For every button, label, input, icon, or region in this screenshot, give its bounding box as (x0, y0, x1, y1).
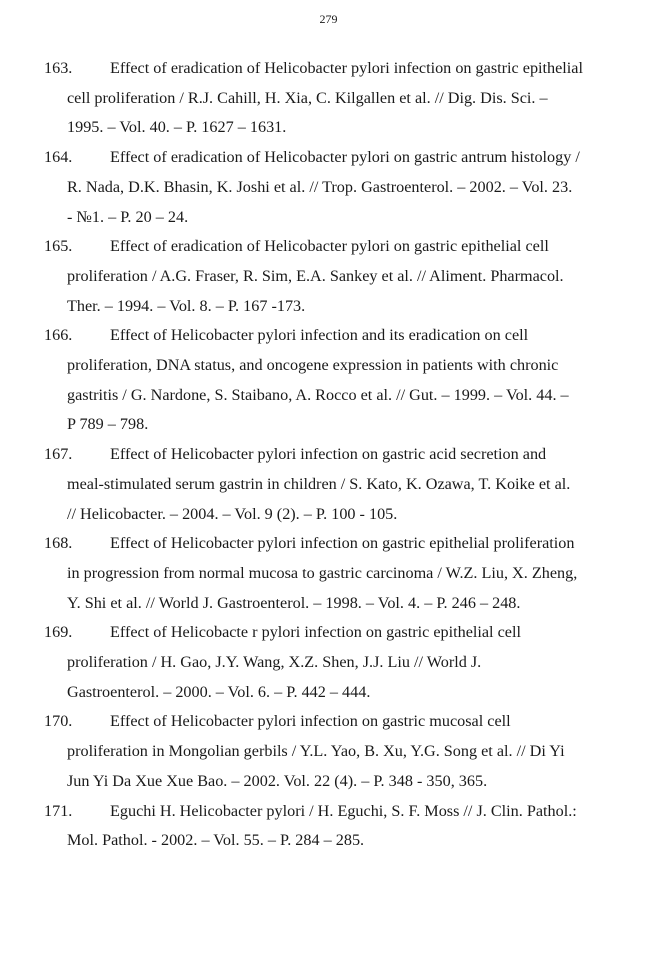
reference-number: 163. (44, 59, 73, 77)
reference-text-line: Effect of Helicobacter pylori infection on gastric acid secretion and (110, 445, 547, 464)
reference-text-line: proliferation / H. Gao, J.Y. Wang, X.Z. Shen, J.J. Liu // World J. (67, 653, 482, 671)
reference-text-line: Y. Shi et al. // World J. Gastroenterol. – 1998. – Vol. 4. – P. 246 – 248. (67, 593, 521, 612)
reference-number: 165. (44, 237, 73, 256)
reference-text-line: cell proliferation / R.J. Cahill, H. Xia, C. Kilgallen et al. // Dig. Dis. Sci. – (67, 88, 548, 107)
reference-number: 169. (44, 623, 73, 642)
reference-text-line: Effect of Helicobacte r pylori infection on gastric epithelial cell (110, 623, 521, 642)
reference-text-line: Effect of Helicobacter pylori infection and its eradication on cell (110, 326, 529, 345)
reference-text-line: 1995. – Vol. 40. – P. 1627 – 1631. (67, 118, 287, 137)
reference-text-line: Jun Yi Da Xue Xue Bao. – 2002. Vol. 22 (4). – P. 348 - 350, 365. (67, 771, 488, 790)
reference-text-line: Eguchi H. Helicobacter pylori / H. Eguchi, S. F. Moss // J. Clin. Pathol.: (110, 801, 577, 820)
reference-text-line: gastritis / G. Nardone, S. Staibano, A. Rocco et al. // Gut. – 1999. – Vol. 44. – (67, 385, 569, 404)
reference-text-line: meal-stimulated serum gastrin in children / S. Kato, K. Ozawa, T. Koike et al. (67, 474, 571, 493)
reference-text-line: proliferation in Mongolian gerbils / Y.L. Yao, B. Xu, Y.G. Song et al. // Di Yi (67, 742, 565, 761)
reference-number: 170. (44, 712, 73, 731)
reference-text-line: R. Nada, D.K. Bhasin, K. Joshi et al. // Trop. Gastroenterol. – 2002. – Vol. 23. (67, 177, 573, 196)
reference-number: 168. (44, 534, 73, 553)
reference-number: 171. (44, 801, 73, 820)
page-number: 279 (319, 12, 338, 26)
reference-text-line: Effect of eradication of Helicobacter pylori on gastric epithelial cell (110, 237, 549, 256)
reference-number: 166. (44, 326, 73, 345)
reference-text-line: P 789 – 798. (67, 415, 149, 434)
reference-text-line: proliferation / A.G. Fraser, R. Sim, E.A. Sankey et al. // Aliment. Pharmacol. (67, 266, 564, 285)
reference-number: 164. (44, 148, 73, 167)
reference-text-line: // Helicobacter. – 2004. – Vol. 9 (2). – P. 100 - 105. (67, 504, 398, 523)
reference-text-line: - №1. – P. 20 – 24. (67, 207, 189, 226)
reference-number: 167. (44, 445, 73, 464)
reference-text-line: Ther. – 1994. – Vol. 8. – P. 167 -173. (67, 296, 306, 315)
reference-text-line: in progression from normal mucosa to gastric carcinoma / W.Z. Liu, X. Zheng, (67, 563, 578, 582)
reference-text-line: Gastroenterol. – 2000. – Vol. 6. – P. 442 – 444. (67, 682, 371, 701)
reference-text-line: Effect of Helicobacter pylori infection on gastric epithelial proliferation (110, 534, 575, 553)
reference-text-line: Effect of eradication of Helicobacter pylori infection on gastric epithelial (110, 59, 583, 77)
reference-text-line: proliferation, DNA status, and oncogene expression in patients with chronic (67, 356, 559, 374)
reference-text-line: Effect of Helicobacter pylori infection on gastric mucosal cell (110, 712, 511, 731)
reference-text-line: Mol. Pathol. - 2002. – Vol. 55. – P. 284 – 285. (67, 831, 365, 850)
reference-text-line: Effect of eradication of Helicobacter pylori on gastric antrum histology / (110, 148, 580, 167)
